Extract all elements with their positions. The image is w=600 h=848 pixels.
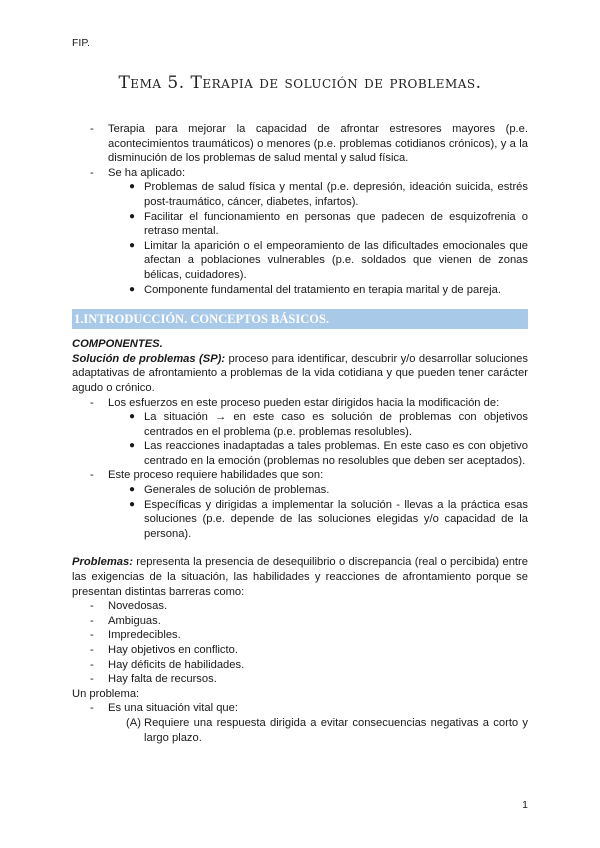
- dash-marker: -: [90, 396, 94, 409]
- barrier-text: Ambiguas.: [108, 614, 161, 627]
- bullet-marker: ●: [129, 181, 136, 193]
- components-dash-text: Los esfuerzos en este proceso pueden estar dirigidos hacia la modificación de:: [108, 396, 500, 409]
- bullet-marker: ●: [129, 411, 136, 423]
- vital-sub-item: [72, 716, 528, 745]
- components-bullet-item: [72, 483, 528, 498]
- dash-marker: -: [90, 673, 94, 686]
- vital-text: Es una situación vital que:: [108, 702, 238, 715]
- page-number: 1: [522, 799, 528, 811]
- barrier-item: [72, 599, 528, 614]
- components-bullet-item: [72, 410, 528, 439]
- applied-item-text: Problemas de salud física y mental (p.e. depresión, ideación suicida, estrés post-traumático, cáncer, diabetes, infartos).: [144, 181, 528, 208]
- problems-definition: [72, 555, 528, 599]
- components-dash-item: [72, 468, 528, 483]
- components-label: COMPONENTES.: [72, 338, 163, 351]
- page-title: Tema 5. Terapia de solución de problemas.: [118, 73, 482, 93]
- components-dash-text: Este proceso requiere habilidades que son:: [108, 469, 324, 482]
- spacer: [72, 541, 528, 555]
- barrier-item: [72, 672, 528, 687]
- dash-marker: -: [90, 166, 94, 179]
- barrier-text: Impredecibles.: [108, 629, 181, 642]
- applied-item-text: Limitar la aparición o el empeoramiento de las dificultades emocionales que afectan a poblaciones vulnerables (p.e. soldados que vienen de zonas bélicas, cuidadores).: [144, 239, 528, 281]
- dash-marker: -: [90, 614, 94, 627]
- applied-item-text: Facilitar el funcionamiento en personas que padecen de esquizofrenia o retraso mental.: [144, 210, 528, 238]
- bullet-marker: ●: [129, 283, 136, 295]
- bullet-marker: ●: [129, 484, 136, 496]
- intro-item: [72, 122, 528, 166]
- section-heading: 1.INTRODUCCIÓN. CONCEPTOS BÁSICOS.: [72, 309, 528, 329]
- intro-item-text: Se ha aplicado:: [108, 166, 186, 179]
- sp-definition: [72, 352, 528, 396]
- vital-item: [72, 701, 528, 716]
- problems-term: Problemas:: [72, 556, 133, 569]
- barrier-item: [72, 628, 528, 643]
- barrier-item: [72, 614, 528, 629]
- document-body: [72, 122, 528, 745]
- components-bullet-item: [72, 439, 528, 468]
- barrier-text: Hay falta de recursos.: [108, 673, 217, 686]
- applied-item: [72, 239, 528, 283]
- components-bullet-text: Las reacciones inadaptadas a tales problemas. En este caso es con objetivo centrado en la emoción (problemas no resolubles que deben ser aceptados).: [144, 440, 528, 467]
- vital-sub-item-text: Requiere una respuesta dirigida a evitar consecuencias negativas a corto y largo plazo.: [144, 716, 528, 744]
- barrier-item: [72, 643, 528, 658]
- bullet-marker: ●: [129, 440, 136, 452]
- dash-marker: -: [90, 469, 94, 482]
- dash-marker: -: [90, 644, 94, 656]
- sp-def-text: proceso para identificar, descubrir y/o desarrollar soluciones adaptativas de afrontamiento a problemas de la vida cotidiana y que pueden tener carácter agudo o crónico.: [72, 352, 528, 394]
- barrier-text: Hay déficits de habilidades.: [108, 658, 245, 671]
- applied-item-text: Componente fundamental del tratamiento en terapia marital y de pareja.: [144, 283, 501, 296]
- components-bullet-text: Específicas y dirigidas a implementar la solución - llevas a la práctica esas soluciones (p.e. depende de las soluciones elegidas y/o capacidad de la persona).: [144, 498, 528, 540]
- applied-item: [72, 180, 528, 209]
- bullet-marker: ●: [129, 210, 136, 222]
- components-bullet-text: La situación → en este caso es solución de problemas con objetivos centrados en el problema (p.e. problemas resolubles).: [144, 411, 528, 438]
- dash-marker: -: [90, 658, 94, 671]
- components-bullet-item: [72, 498, 528, 542]
- bullet-marker: ●: [129, 498, 136, 510]
- header-tag: FIP.: [72, 37, 90, 49]
- components-dash-item: [72, 396, 528, 411]
- sub-item-marker: (A): [126, 716, 141, 729]
- bullet-marker: ●: [129, 239, 136, 251]
- intro-item-text: Terapia para mejorar la capacidad de afrontar estresores mayores (p.e. acontecimientos traumáticos) o menores (p.e. problemas cotidianos crónicos), y a la disminución de los problemas de salud mental y salud física.: [108, 123, 528, 165]
- sp-term: Solución de problemas (SP):: [72, 352, 226, 365]
- barrier-item: [72, 658, 528, 673]
- barrier-text: Hay objetivos en conflicto.: [108, 644, 238, 656]
- dash-marker: -: [90, 600, 94, 613]
- barrier-text: Novedosas.: [108, 600, 168, 613]
- applied-item: [72, 210, 528, 239]
- dash-marker: -: [90, 702, 94, 715]
- intro-item: [72, 166, 528, 181]
- components-bullet-text: Generales de solución de problemas.: [144, 484, 330, 497]
- applied-item: [72, 283, 528, 298]
- a-problem-label: Un problema:: [72, 687, 140, 700]
- dash-marker: -: [90, 123, 94, 135]
- problems-def-text: representa la presencia de desequilibrio o discrepancia (real o percibida) entre las exigencias de la situación, las habilidades y reacciones de afrontamiento porque se presentan distintas barreras como:: [72, 556, 528, 598]
- dash-marker: -: [90, 629, 94, 642]
